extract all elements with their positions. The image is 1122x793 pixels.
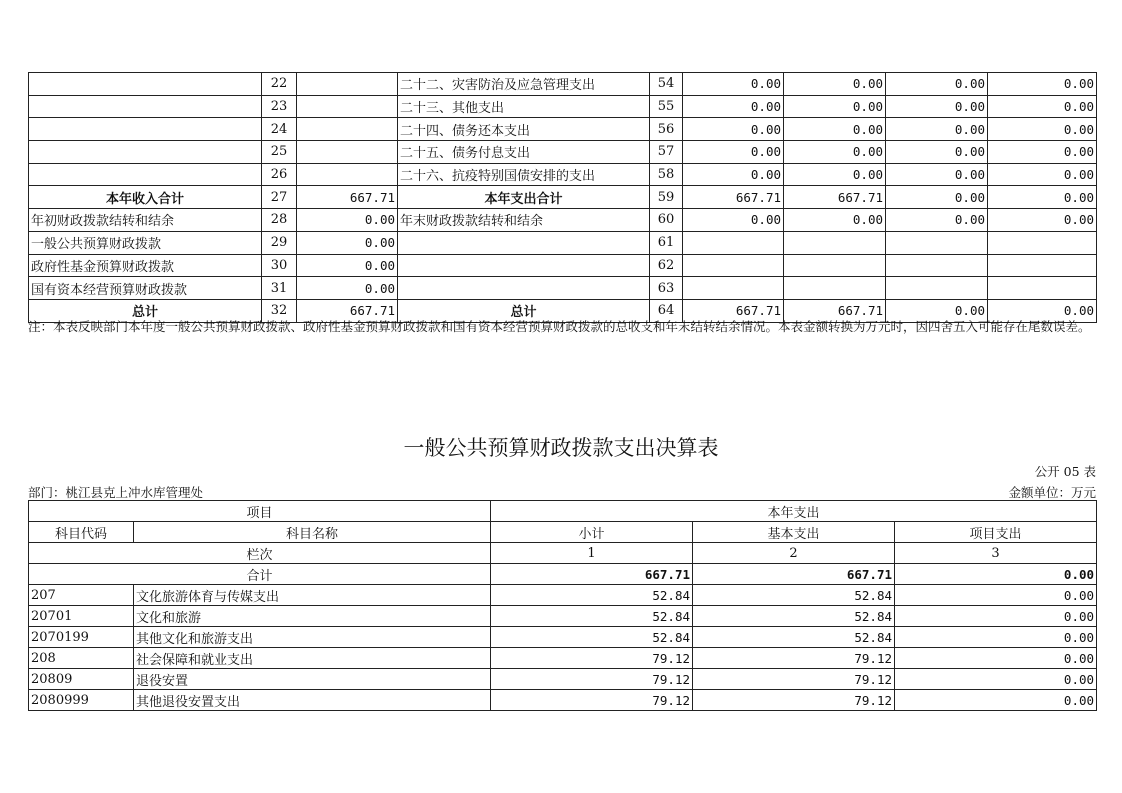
account-code-cell: 20809 <box>29 669 134 690</box>
expense-value-4-cell: 0.00 <box>988 299 1097 322</box>
expense-item-cell <box>398 254 650 277</box>
expense-line-cell: 58 <box>650 163 683 186</box>
income-item-cell: 本年收入合计 <box>29 186 262 209</box>
income-item-cell <box>29 163 262 186</box>
expense-item-cell: 二十四、债务还本支出 <box>398 118 650 141</box>
page-title: 一般公共预算财政拨款支出决算表 <box>403 436 719 460</box>
subtotal-cell: 52.84 <box>491 606 693 627</box>
income-line-cell: 30 <box>262 254 297 277</box>
expense-value-2-cell: 0.00 <box>784 141 886 164</box>
income-line-cell: 32 <box>262 299 297 322</box>
expense-value-4-cell <box>988 254 1097 277</box>
income-line-cell: 23 <box>262 95 297 118</box>
income-item-cell <box>29 95 262 118</box>
income-item-cell <box>29 73 262 96</box>
expense-item-cell: 年末财政拨款结转和结余 <box>398 209 650 232</box>
account-name-cell: 文化和旅游 <box>134 606 491 627</box>
revenue-expenditure-table <box>28 72 1097 323</box>
expense-value-3-cell <box>886 254 988 277</box>
header-name: 科目名称 <box>134 522 491 543</box>
table-row <box>29 209 1097 232</box>
income-amount-cell: 0.00 <box>297 209 398 232</box>
expense-value-4-cell: 0.00 <box>988 209 1097 232</box>
table-row <box>29 627 1097 648</box>
header-col1: 1 <box>491 543 693 564</box>
expense-value-1-cell: 0.00 <box>683 73 784 96</box>
form-code: 公开 05 表 <box>1034 464 1096 479</box>
expense-value-3-cell: 0.00 <box>886 163 988 186</box>
general-budget-expenditure-table-body <box>29 501 1097 711</box>
income-line-cell: 31 <box>262 277 297 300</box>
expense-value-4-cell <box>988 231 1097 254</box>
header-project: 项目 <box>29 501 491 522</box>
account-name-cell: 文化旅游体育与传媒支出 <box>134 585 491 606</box>
expense-item-cell: 总计 <box>398 299 650 322</box>
income-item-cell: 总计 <box>29 299 262 322</box>
expense-value-1-cell: 667.71 <box>683 186 784 209</box>
expense-value-1-cell: 0.00 <box>683 163 784 186</box>
income-amount-cell <box>297 163 398 186</box>
revenue-expenditure-table-body <box>29 73 1097 323</box>
income-line-cell: 29 <box>262 231 297 254</box>
expense-value-2-cell: 0.00 <box>784 209 886 232</box>
header-row-2 <box>29 522 1097 543</box>
expense-value-1-cell <box>683 254 784 277</box>
income-item-cell: 一般公共预算财政拨款 <box>29 231 262 254</box>
expense-value-3-cell: 0.00 <box>886 186 988 209</box>
subtotal-cell: 79.12 <box>491 648 693 669</box>
expense-value-1-cell: 0.00 <box>683 95 784 118</box>
table-row <box>29 118 1097 141</box>
expense-value-4-cell: 0.00 <box>988 163 1097 186</box>
account-name-cell: 退役安置 <box>134 669 491 690</box>
table-row <box>29 585 1097 606</box>
income-amount-cell <box>297 73 398 96</box>
subtotal-cell: 79.12 <box>491 669 693 690</box>
expense-line-cell: 64 <box>650 299 683 322</box>
income-amount-cell <box>297 95 398 118</box>
expense-item-cell: 二十二、灾害防治及应急管理支出 <box>398 73 650 96</box>
expense-line-cell: 61 <box>650 231 683 254</box>
expense-value-2-cell: 0.00 <box>784 95 886 118</box>
expense-value-2-cell: 0.00 <box>784 73 886 96</box>
table-row <box>29 141 1097 164</box>
header-code: 科目代码 <box>29 522 134 543</box>
expense-value-4-cell: 0.00 <box>988 118 1097 141</box>
income-line-cell: 22 <box>262 73 297 96</box>
expense-value-3-cell: 0.00 <box>886 299 988 322</box>
project-expense-cell: 0.00 <box>895 648 1097 669</box>
income-item-cell: 国有资本经营预算财政拨款 <box>29 277 262 300</box>
income-amount-cell: 0.00 <box>297 277 398 300</box>
income-item-cell: 政府性基金预算财政拨款 <box>29 254 262 277</box>
income-line-cell: 28 <box>262 209 297 232</box>
amount-unit-label: 金额单位：万元 <box>1008 485 1096 500</box>
basic-expense-cell: 52.84 <box>693 585 895 606</box>
expense-item-cell: 二十六、抗疫特别国债安排的支出 <box>398 163 650 186</box>
expense-value-1-cell: 0.00 <box>683 118 784 141</box>
expense-line-cell: 56 <box>650 118 683 141</box>
expense-item-cell <box>398 231 650 254</box>
header-row-1 <box>29 501 1097 522</box>
expense-value-3-cell: 0.00 <box>886 141 988 164</box>
table-row <box>29 690 1097 711</box>
account-code-cell: 2080999 <box>29 690 134 711</box>
income-item-cell <box>29 141 262 164</box>
expense-value-2-cell: 667.71 <box>784 299 886 322</box>
account-name-cell: 其他文化和旅游支出 <box>134 627 491 648</box>
expense-line-cell: 59 <box>650 186 683 209</box>
expense-value-4-cell: 0.00 <box>988 141 1097 164</box>
income-line-cell: 27 <box>262 186 297 209</box>
expense-value-3-cell: 0.00 <box>886 73 988 96</box>
expense-value-3-cell: 0.00 <box>886 118 988 141</box>
expense-line-cell: 62 <box>650 254 683 277</box>
expense-value-3-cell: 0.00 <box>886 95 988 118</box>
income-item-cell <box>29 118 262 141</box>
expense-value-3-cell <box>886 231 988 254</box>
expense-value-4-cell <box>988 277 1097 300</box>
project-expense-cell: 0.00 <box>895 690 1097 711</box>
expense-value-2-cell <box>784 254 886 277</box>
expense-value-4-cell: 0.00 <box>988 186 1097 209</box>
table-note: 注：本表反映部门本年度一般公共预算财政拨款、政府性基金预算财政拨款和国有资本经营预算财政拨款的总收支和年末结转结余情况。本表金额转换为万元时，因四舍五入可能存在尾数误差。 <box>28 319 1091 334</box>
total-row <box>29 564 1097 585</box>
general-budget-expenditure-table <box>28 500 1097 711</box>
total-subtotal: 667.71 <box>491 564 693 585</box>
expense-value-3-cell <box>886 277 988 300</box>
header-basic: 基本支出 <box>693 522 895 543</box>
expense-value-1-cell: 0.00 <box>683 209 784 232</box>
income-amount-cell <box>297 141 398 164</box>
header-col2: 2 <box>693 543 895 564</box>
subtotal-cell: 79.12 <box>491 690 693 711</box>
expense-line-cell: 54 <box>650 73 683 96</box>
basic-expense-cell: 52.84 <box>693 606 895 627</box>
table-row <box>29 648 1097 669</box>
table-row <box>29 186 1097 209</box>
expense-item-cell: 二十三、其他支出 <box>398 95 650 118</box>
table-row <box>29 669 1097 690</box>
header-col3: 3 <box>895 543 1097 564</box>
income-item-cell: 年初财政拨款结转和结余 <box>29 209 262 232</box>
table-row <box>29 231 1097 254</box>
income-amount-cell: 667.71 <box>297 186 398 209</box>
expense-value-2-cell: 667.71 <box>784 186 886 209</box>
expense-value-3-cell: 0.00 <box>886 209 988 232</box>
basic-expense-cell: 79.12 <box>693 648 895 669</box>
total-basic: 667.71 <box>693 564 895 585</box>
expense-value-2-cell <box>784 277 886 300</box>
expense-item-cell <box>398 277 650 300</box>
project-expense-cell: 0.00 <box>895 669 1097 690</box>
table-row <box>29 606 1097 627</box>
table-row <box>29 73 1097 96</box>
income-amount-cell: 0.00 <box>297 231 398 254</box>
expense-line-cell: 60 <box>650 209 683 232</box>
expense-value-1-cell <box>683 231 784 254</box>
expense-value-1-cell: 0.00 <box>683 141 784 164</box>
account-code-cell: 2070199 <box>29 627 134 648</box>
income-amount-cell: 667.71 <box>297 299 398 322</box>
header-subtotal: 小计 <box>491 522 693 543</box>
table-row <box>29 277 1097 300</box>
expense-line-cell: 55 <box>650 95 683 118</box>
subtotal-cell: 52.84 <box>491 627 693 648</box>
expense-line-cell: 63 <box>650 277 683 300</box>
expense-value-4-cell: 0.00 <box>988 73 1097 96</box>
account-code-cell: 207 <box>29 585 134 606</box>
table-row <box>29 95 1097 118</box>
income-amount-cell <box>297 118 398 141</box>
account-name-cell: 社会保障和就业支出 <box>134 648 491 669</box>
basic-expense-cell: 79.12 <box>693 690 895 711</box>
header-project-exp: 项目支出 <box>895 522 1097 543</box>
table-row <box>29 163 1097 186</box>
income-amount-cell: 0.00 <box>297 254 398 277</box>
project-expense-cell: 0.00 <box>895 627 1097 648</box>
project-expense-cell: 0.00 <box>895 585 1097 606</box>
income-line-cell: 26 <box>262 163 297 186</box>
expense-value-1-cell <box>683 277 784 300</box>
total-project: 0.00 <box>895 564 1097 585</box>
expense-value-2-cell: 0.00 <box>784 163 886 186</box>
income-line-cell: 24 <box>262 118 297 141</box>
total-label: 合计 <box>29 564 491 585</box>
header-this-year: 本年支出 <box>491 501 1097 522</box>
income-line-cell: 25 <box>262 141 297 164</box>
expense-value-2-cell: 0.00 <box>784 118 886 141</box>
header-column-no: 栏次 <box>29 543 491 564</box>
expense-value-1-cell: 667.71 <box>683 299 784 322</box>
basic-expense-cell: 79.12 <box>693 669 895 690</box>
expense-value-4-cell: 0.00 <box>988 95 1097 118</box>
account-name-cell: 其他退役安置支出 <box>134 690 491 711</box>
department-label: 部门：桃江县克上冲水库管理处 <box>28 485 204 500</box>
basic-expense-cell: 52.84 <box>693 627 895 648</box>
account-code-cell: 208 <box>29 648 134 669</box>
expense-value-2-cell <box>784 231 886 254</box>
expense-line-cell: 57 <box>650 141 683 164</box>
subtotal-cell: 52.84 <box>491 585 693 606</box>
header-row-3 <box>29 543 1097 564</box>
account-code-cell: 20701 <box>29 606 134 627</box>
table-row <box>29 254 1097 277</box>
expense-item-cell: 二十五、债务付息支出 <box>398 141 650 164</box>
expense-item-cell: 本年支出合计 <box>398 186 650 209</box>
project-expense-cell: 0.00 <box>895 606 1097 627</box>
